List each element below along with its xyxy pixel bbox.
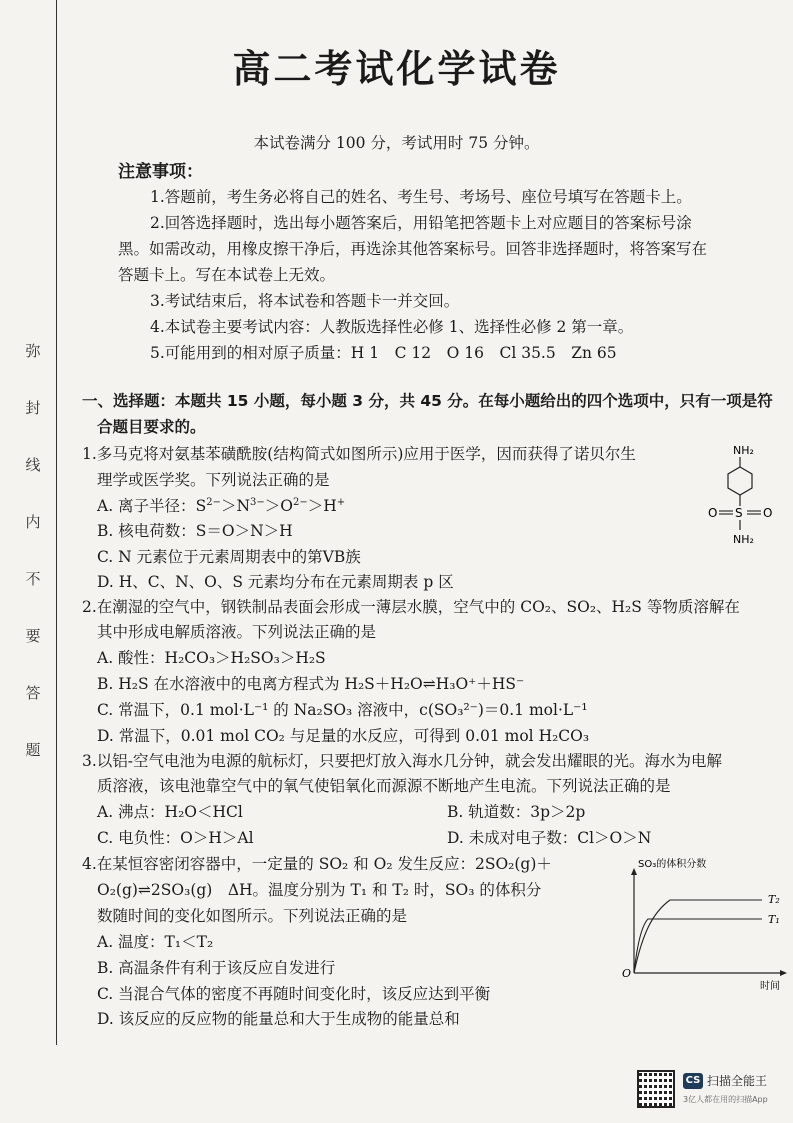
graph-ylabel: SO₃的体积分数 xyxy=(638,859,707,870)
mol-oxygen-right: O xyxy=(763,506,773,520)
page-title: 高二考试化学试卷 xyxy=(232,47,561,91)
mol-sulfur: S xyxy=(735,506,743,520)
q3-stem-cont: 质溶液，该电池靠空气中的氧气使铝氧化而源源不断地产生电流。下列说法正确的是 xyxy=(97,777,671,795)
curve-t2 xyxy=(634,900,762,973)
camscanner-logo: CS xyxy=(683,1073,703,1089)
q4-stem-cont2: 数随时间的变化如图所示。下列说法正确的是 xyxy=(97,907,408,925)
seal-char: 答 xyxy=(25,684,41,702)
mol-oxygen-left: O xyxy=(708,506,718,520)
q3-option-d: D. 未成对电子数：Cl＞O＞N xyxy=(447,829,652,847)
q1-option-d: D. H、C、N、O、S 元素均分布在元素周期表 p 区 xyxy=(97,573,454,591)
so3-fraction-graph xyxy=(612,855,792,995)
notice-line: 4.本试卷主要考试内容：人教版选择性必修 1、选择性必修 2 第一章。 xyxy=(150,318,634,336)
graph-label-t2: T₂ xyxy=(768,893,780,906)
mol-nh2-top: NH₂ xyxy=(733,444,754,457)
q4-option-b: B. 高温条件有利于该反应自发进行 xyxy=(97,959,336,977)
seal-char: 弥 xyxy=(25,342,41,360)
q2-option-b: B. H₂S 在水溶液中的电离方程式为 H₂S＋H₂O⇌H₃O⁺＋HS⁻ xyxy=(97,675,525,693)
mol-nh2-bottom: NH₂ xyxy=(733,533,754,546)
scanner-tagline: 3亿人都在用的扫描App xyxy=(683,1095,768,1104)
seal-char: 内 xyxy=(25,513,41,531)
q4-stem-cont: O₂(g)⇌2SO₃(g) ΔH。温度分别为 T₁ 和 T₂ 时，SO₃ 的体积分 xyxy=(97,881,542,899)
seal-char: 不 xyxy=(25,570,41,588)
notice-heading: 注意事项： xyxy=(118,162,203,182)
seal-char: 封 xyxy=(25,399,41,417)
seal-char: 线 xyxy=(25,456,41,474)
section-heading-cont: 合题目要求的。 xyxy=(97,418,206,436)
exam-info: 本试卷满分 100 分，考试用时 75 分钟。 xyxy=(253,134,540,152)
q1-stem: 1.多马克将对氨基苯磺酰胺(结构简式如图所示)应用于医学，因而获得了诺贝尔生 xyxy=(82,445,636,463)
q1-option-a-label: A. 离子半径： xyxy=(97,497,196,515)
notice-line: 5.可能用到的相对原子质量：H 1 C 12 O 16 Cl 35.5 Zn 65 xyxy=(150,344,617,362)
q4-option-a: A. 温度：T₁＜T₂ xyxy=(97,933,214,951)
curve-t1 xyxy=(634,919,762,973)
q2-option-c: C. 常温下，0.1 mol·L⁻¹ 的 Na₂SO₃ 溶液中，c(SO₃²⁻)＝0.1 mol·L⁻¹ xyxy=(97,701,588,719)
q4-option-c: C. 当混合气体的密度不再随时间变化时，该反应达到平衡 xyxy=(97,985,491,1003)
q4-option-d: D. 该反应的反应物的能量总和大于生成物的能量总和 xyxy=(97,1010,460,1028)
q2-stem: 2.在潮湿的空气中，钢铁制品表面会形成一薄层水膜，空气中的 CO₂、SO₂、H₂S 等物质溶解在 xyxy=(82,598,740,616)
notice-line: 3.考试结束后，将本试卷和答题卡一并交回。 xyxy=(150,292,460,310)
scanner-app-name: 扫描全能王 xyxy=(707,1074,768,1088)
seal-line-text xyxy=(18,340,48,760)
q2-option-d: D. 常温下，0.01 mol CO₂ 与足量的水反应，可得到 0.01 mol H₂CO₃ xyxy=(97,727,590,745)
graph-origin: O xyxy=(622,967,632,980)
graph-label-t1: T₁ xyxy=(768,913,780,926)
q3-option-b: B. 轨道数：3p＞2p xyxy=(447,803,586,821)
graph-xlabel: 时间 xyxy=(760,981,780,992)
q4-stem: 4.在某恒容密闭容器中，一定量的 SO₂ 和 O₂ 发生反应：2SO₂(g)＋ xyxy=(82,855,552,873)
q2-option-a: A. 酸性：H₂CO₃＞H₂SO₃＞H₂S xyxy=(97,649,326,667)
q1-stem-cont: 理学或医学奖。下列说法正确的是 xyxy=(97,471,330,489)
q3-stem: 3.以铝-空气电池为电源的航标灯，只要把灯放入海水几分钟，就会发出耀眼的光。海水为电解 xyxy=(82,752,723,770)
q1-option-c: C. N 元素位于元素周期表中的第ⅤB族 xyxy=(97,548,361,566)
q2-stem-cont: 其中形成电解质溶液。下列说法正确的是 xyxy=(97,623,377,641)
notice-line: 2.回答选择题时，选出每小题答案后，用铅笔把答题卡上对应题目的答案标号涂 xyxy=(150,214,692,232)
seal-char: 题 xyxy=(25,741,41,759)
q3-option-c: C. 电负性：O＞H＞Al xyxy=(97,829,254,847)
q1-option-a: A. 离子半径：$S^{2-}>N^{3-}>O^{2-}>H^+$ xyxy=(97,496,346,515)
binding-line xyxy=(56,0,57,1045)
notice-line: 黑。如需改动，用橡皮擦干净后，再选涂其他答案标号。回答非选择题时，将答案写在 xyxy=(118,240,708,258)
seal-char: 要 xyxy=(25,627,41,645)
notice-line: 答题卡上。写在本试卷上无效。 xyxy=(118,266,336,284)
notice-line: 1.答题前，考生务必将自己的姓名、考生号、考场号、座位号填写在答题卡上。 xyxy=(150,188,692,206)
q3-option-a: A. 沸点：H₂O＜HCl xyxy=(97,803,243,821)
section-heading: 一、选择题：本题共 15 小题，每小题 3 分，共 45 分。在每小题给出的四个选项中，只有一项是符 xyxy=(82,392,773,410)
sulfanilamide-structure xyxy=(695,440,785,555)
qr-code xyxy=(637,1070,675,1108)
q1-option-b: B. 核电荷数：S＝O＞N＞H xyxy=(97,522,293,540)
